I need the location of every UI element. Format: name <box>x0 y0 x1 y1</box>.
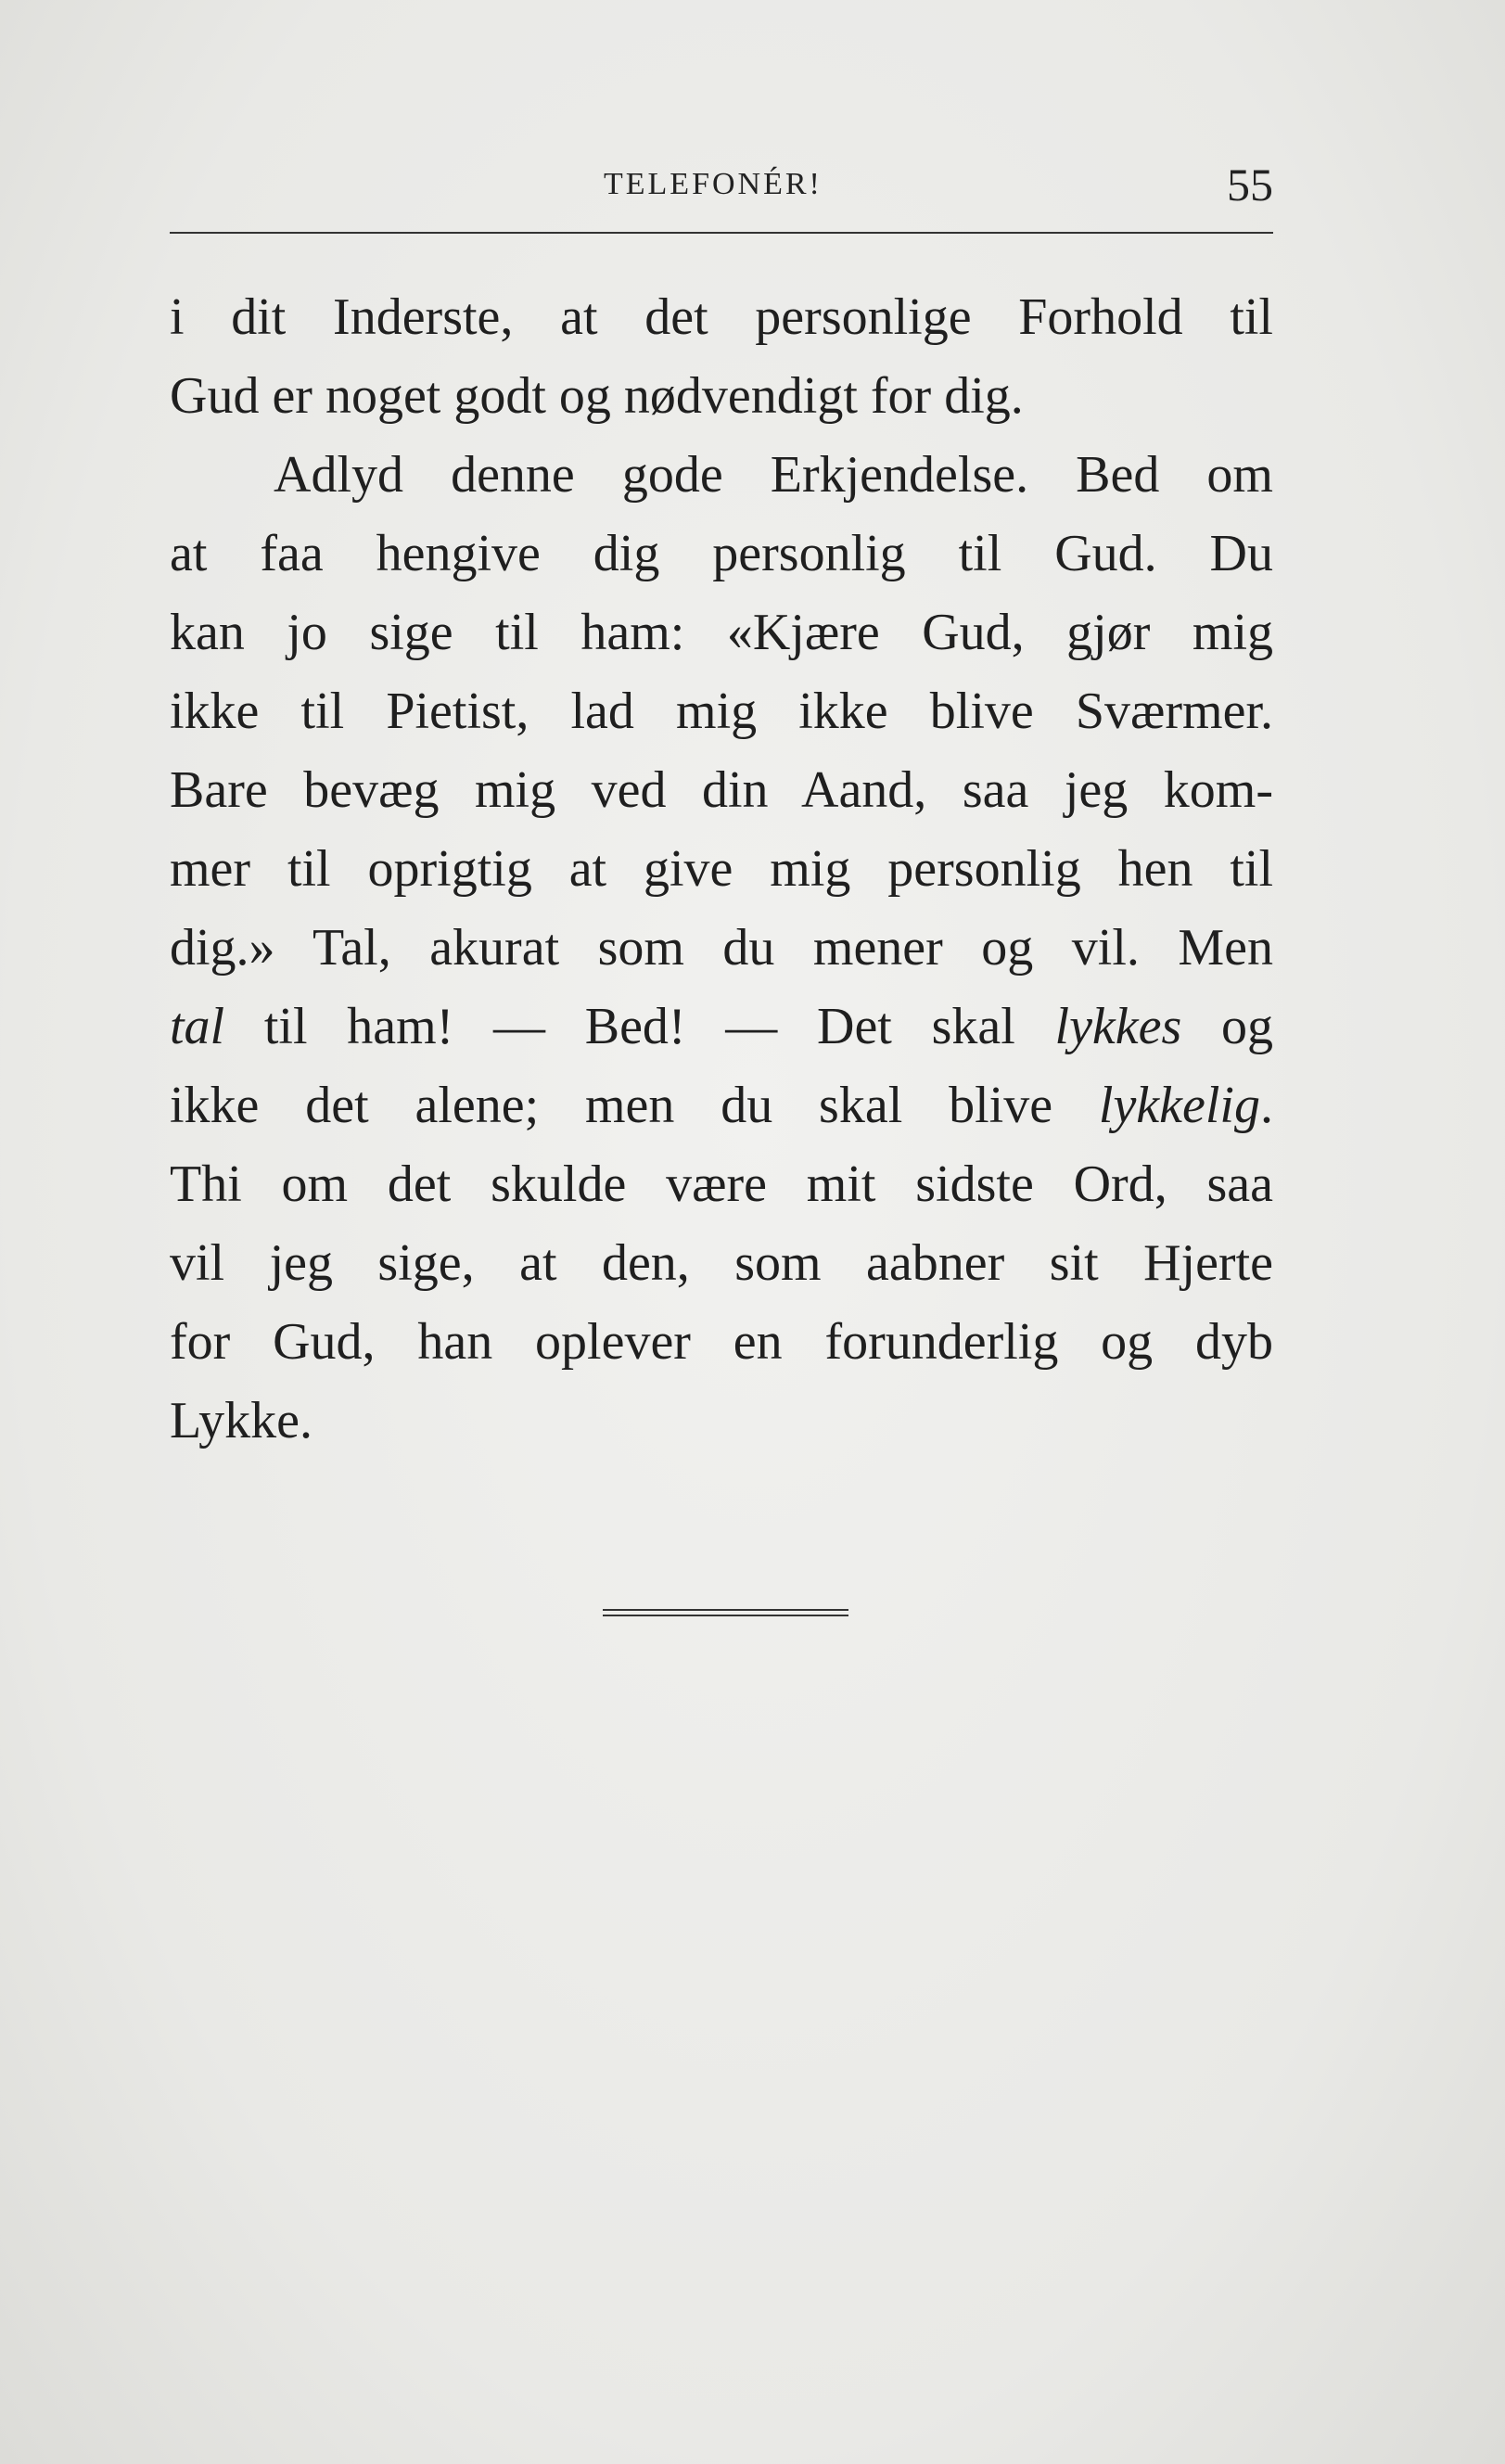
text-line <box>170 751 1273 830</box>
text-line <box>170 515 1273 594</box>
running-head: TELEFONÉR! <box>604 167 823 201</box>
text-run: Gud er noget godt og nødvendigt for dig. <box>170 367 1024 425</box>
italic-text: lykkes <box>1054 998 1182 1055</box>
text-line <box>170 357 1273 436</box>
text-line <box>170 1303 1273 1382</box>
text-run: at faa hengive dig personlig til Gud. Du <box>170 525 1273 582</box>
text-run: i dit Inderste, at det personlige Forhold til <box>170 288 1273 346</box>
text-run: til ham! — Bed! — Det skal <box>224 998 1055 1055</box>
text-line <box>170 1066 1273 1145</box>
text-line <box>170 1224 1273 1303</box>
page-number: 55 <box>1227 159 1273 211</box>
italic-text: tal <box>170 998 225 1055</box>
text-run: vil jeg sige, at den, som aabner sit Hjerte <box>170 1234 1273 1292</box>
text-run: dig.» Tal, akurat som du mener og vil. Men <box>170 919 1273 977</box>
text-run: Adlyd denne gode Erkjendelse. Bed om <box>274 446 1273 504</box>
body-text <box>170 278 1273 1461</box>
text-line <box>170 1382 1273 1461</box>
text-run: for Gud, han oplever en forunderlig og dyb <box>170 1313 1273 1371</box>
text-run: kan jo sige til ham: «Kjære Gud, gjør mig <box>170 604 1273 661</box>
text-line <box>170 830 1273 909</box>
text-line <box>170 594 1273 672</box>
text-line <box>170 988 1273 1066</box>
italic-text: lykkelig <box>1098 1077 1260 1134</box>
text-run: Thi om det skulde være mit sidste Ord, saa <box>170 1155 1273 1213</box>
page-header <box>170 158 1273 234</box>
text-line <box>170 1145 1273 1224</box>
text-run: mer til oprigtig at give mig personlig hen til <box>170 840 1273 898</box>
text-line <box>170 672 1273 751</box>
text-run: Bare bevæg mig ved din Aand, saa jeg kom- <box>170 761 1273 819</box>
text-run: ikke det alene; men du skal blive <box>170 1077 1099 1134</box>
text-run: ikke til Pietist, lad mig ikke blive Sværmer. <box>170 683 1273 740</box>
text-run: Lykke. <box>170 1392 312 1449</box>
text-line <box>170 909 1273 988</box>
text-run: . <box>1260 1077 1273 1134</box>
text-line <box>170 278 1273 357</box>
text-line <box>170 436 1273 515</box>
text-run: og <box>1181 998 1274 1055</box>
section-divider <box>603 1609 848 1616</box>
